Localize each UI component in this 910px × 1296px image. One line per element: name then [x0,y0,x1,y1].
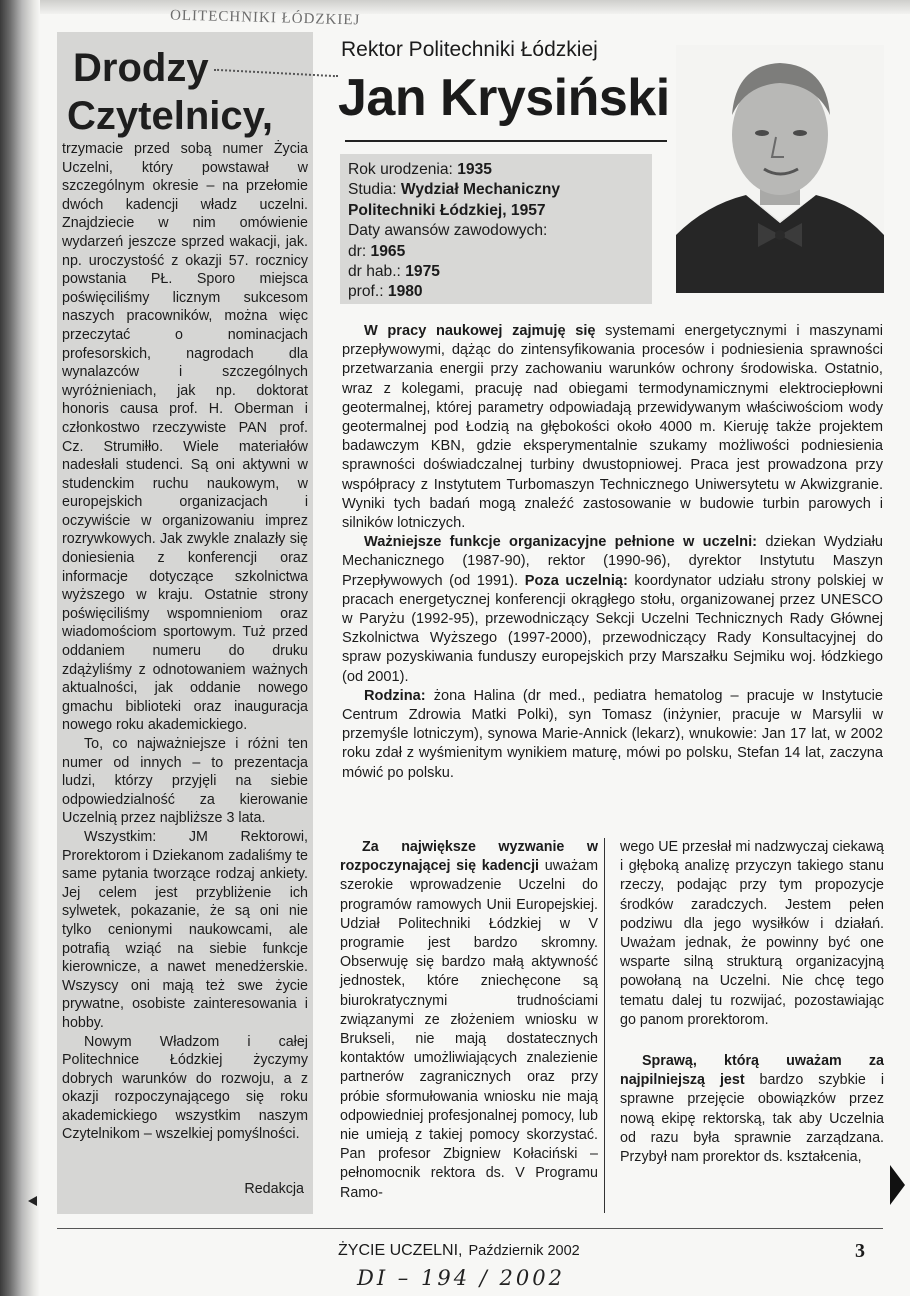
bio-birth: Rok urodzenia: 1935 [348,161,492,178]
bio-dates-label: Daty awansów zawodowych: [348,222,548,240]
bio-studies: Studia: Wydział Mechaniczny [348,181,561,199]
continuation-paragraph: wego UE przesłał mi nadzwyczaj ciekawą i głęboką analizę przyczyn takiego stanu rzeczy, podając przy tym propozycje środków zaradczych. Jestem pełen podziwu dla jego wysiłków i działań. Uważam jednak, że powinny być one wsparte silną strukturą organizacyjną powołaną na Uczelni. Nie chcę tego tematu dalej tu rozwijać, pozostawiając go panom prorektorom. [620,839,884,1028]
bio-studies-cont: Politechniki Łódzkiej, 1957 [348,201,546,219]
family-paragraph: Rodzina: żona Halina (dr med., pediatra hematolog – pracuje w Instytucie Centrum Zdrowia Matki Polki), syn Tomasz (inżynier, pracuje w Marsylii w przemyśle lotniczym), synowa Marie-Annick (lekarz), wnukowie: Jan 17 lat, w 2002 roku zdał z wyśmienitym wynikiem maturę, mówi po polsku, Stefan 14 lat, zaczyna mówić po polsku. [342,687,883,781]
page-number: 3 [855,1240,865,1262]
continue-arrow-icon [890,1165,905,1205]
bio-facts [348,160,560,303]
editorial-paragraph: trzymacie przed sobą numer Życia Uczelni, który powstawał w szczególnym okresie – na przełomie dwóch kadencji władz uczelni. Znajdziecie w nim omówienie wydarzeń jeszcze sprzed wakacji, jak. np. uroczystość z okazji 57. rocznicy powstania PŁ. Sporo miejsca poświęciliśmy licznym sukcesom naszych pracowników, można więc przeczytać o nominacjach profesorskich, nagrodach dla wynalazców i szczególnych wyróżnieniach, jak np. doktorat honoris causa prof. H. Oberman i członkostwo rzeczywiste PAN prof. Cz. Strumiłło. Wiele materiałów nadesłali studenci. Są oni aktywni w studenckim ruchu naukowym, w europejskich organizacjach i oczywiście w organizowaniu imprez rozrywkowych. Jak zwykle znalazły się doniesienia z konferencji oraz informacje dotyczące szkolnictwa wyższego w kraju. Ostatnie strony poświęciliśmy wspomnieniom oraz wiadomościom sportowym. Tuż przed oddaniem numeru do druku zdążyliśmy z odnotowaniem ważnych aktualności, jak oddanie nowego gmachu biblioteki oraz inauguracja nowego roku akademickiego. [62,141,308,734]
bio-prof: prof.: 1980 [348,283,423,301]
editorial-paragraph: Wszystkim: JM Rektorowi, Prorektorom i Dziekanom zadaliśmy te same pytania tworzące rodzaj ankiety. Jej celem jest przybliżenie ich sylwetek, pokazanie, że są oni nie tylko cenionymi naukowcami, ale potrafią wziąć na siebie funkcje kierownicze, a nawet menedżerskie. Wszyscy oni mają też swe życie prywatne, osobiste zainteresowania i hobby. [62,828,308,1031]
ghost-header-text: OLITECHNIKI ŁÓDZKIEJ [169,7,361,29]
footer [338,1242,580,1260]
editorial-title-line-2: Czytelnicy, [67,94,273,138]
editorial-paragraph: Nowym Władzom i całej Politechnice Łódzkiej życzymy dobrych warunków do rozwoju, a z okazji rozpoczynającego się roku akademickiego wszystkim naszym Czytelnikom – wszelkiej pomyślności. [62,1033,308,1143]
editorial-paragraph: To, co najważniejsze i różni ten numer od innych – to prezentacja ludzi, którzy przyjęli na siebie odpowiedzialność za kierowanie Uczelnią przez najbliższe 3 lata. [62,736,308,827]
footer-rule [57,1228,883,1229]
bio-hab: dr hab.: 1975 [348,263,440,281]
bio-dr: dr: 1965 [348,242,406,260]
editorial-body [62,140,308,1144]
profile-name: Jan Krysiński [338,69,670,127]
name-underline [345,140,667,142]
margin-triangle-icon [28,1196,37,1206]
interview-main-text [342,322,883,783]
magazine-name: ŻYCIE UCZELNI, [338,1242,463,1259]
editorial-title-line-1: Drodzy [73,46,209,90]
priority-column [620,838,884,1167]
functions-paragraph: Ważniejsze funkcje organizacyjne pełnione w uczelni: dziekan Wydziału Mechanicznego (1987-90), rektor (1990-96), dyrektor Instytutu Maszyn Przepływowych (od 1991). Poza uczelnią: koordynator udziału strony polskiej w pracach energetycznej konferencji okrągłego stołu, organizowanej przez UNESCO w Paryżu (1992-95), przewodniczący Sekcji Uczelni Technicznych Rady Głównej Szkolnictwa Wyższego (1997-2000), przewodniczący Rady Konsultacyjnej do spraw pozyskiwania funduszy europejskich przy Marszałku Sejmiku woj. łódzkiego (od 2001). [342,534,884,685]
editorial-title [65,44,315,140]
portrait-photo [676,45,884,293]
challenge-paragraph: Za największe wyzwanie w rozpoczynającej się kadencji uważam szerokie wprowadzenie Uczelni do programów ramowych Unii Europejskiej. Udział Politechniki Łódzkiej w V programie jest bardzo skromny. Obserwuję się bardzo małą aktywność jednostek, które zniechęcone są biurokratycznymi trudnościami związanymi ze złożeniem wniosku w Brukseli, nie mają dostatecznych kontaktów umożliwiających znalezienie partnerów zagranicznych oraz przy próbie sformułowania wniosku nie mają odpowiedniej profesjonalnej pomocy, lub nie umieją z takiej pomocy skorzystać. Pan profesor Zbigniew Kołaciński – pełnomocnik rektora ds. V Programu Ramo- [340,839,598,1201]
priority-paragraph: Sprawą, którą uważam za najpilniejszą jest bardzo szybkie i sprawne przejęcie obowiązków przez nową ekipę rektorską, tak aby Uczelnia od razu była sprawnie zarządzana. Przybył nam prorektor ds. kształcenia, [620,1053,885,1166]
column-divider [604,838,605,1213]
binding-shadow [0,0,40,1296]
issue-date: Październik 2002 [468,1243,580,1259]
profile-role: Rektor Politechniki Łódzkiej [341,38,598,61]
handwritten-note: DI – 194 / 2002 [357,1266,565,1290]
research-paragraph: W pracy naukowej zajmuję się systemami energetycznymi i maszynami przepływowymi, dążąc do zintensyfikowania procesów i podniesienia sprawności przetwarzania energii przy zachowaniu warunków ochrony środowiska. Ostatnio, wraz z kolegami, pracuję nad obiegami termodynamicznymi elektrociepłowni geotermalnej, której parametry odpowiadają przewidywanym właściwościom wody geotermalnej pod Łodzią na głębokości około 4000 m. Kieruję także projektem badawczym KBN, gdzie eksperymentalnie szukamy możliwości podniesienia sprawności doświadczalnej turbiny dwustopniowej. Praca jest prowadzona przy współpracy z Instytutem Turbomaszyn Technicznego Uniwersytetu w Akwizgranie. Wyniki tych badań mogą znaleźć zastosowanie w budowie turbin parowych i silników lotniczych. [342,323,883,532]
editorial-signature: Redakcja [244,1181,304,1197]
challenge-column [340,838,598,1203]
